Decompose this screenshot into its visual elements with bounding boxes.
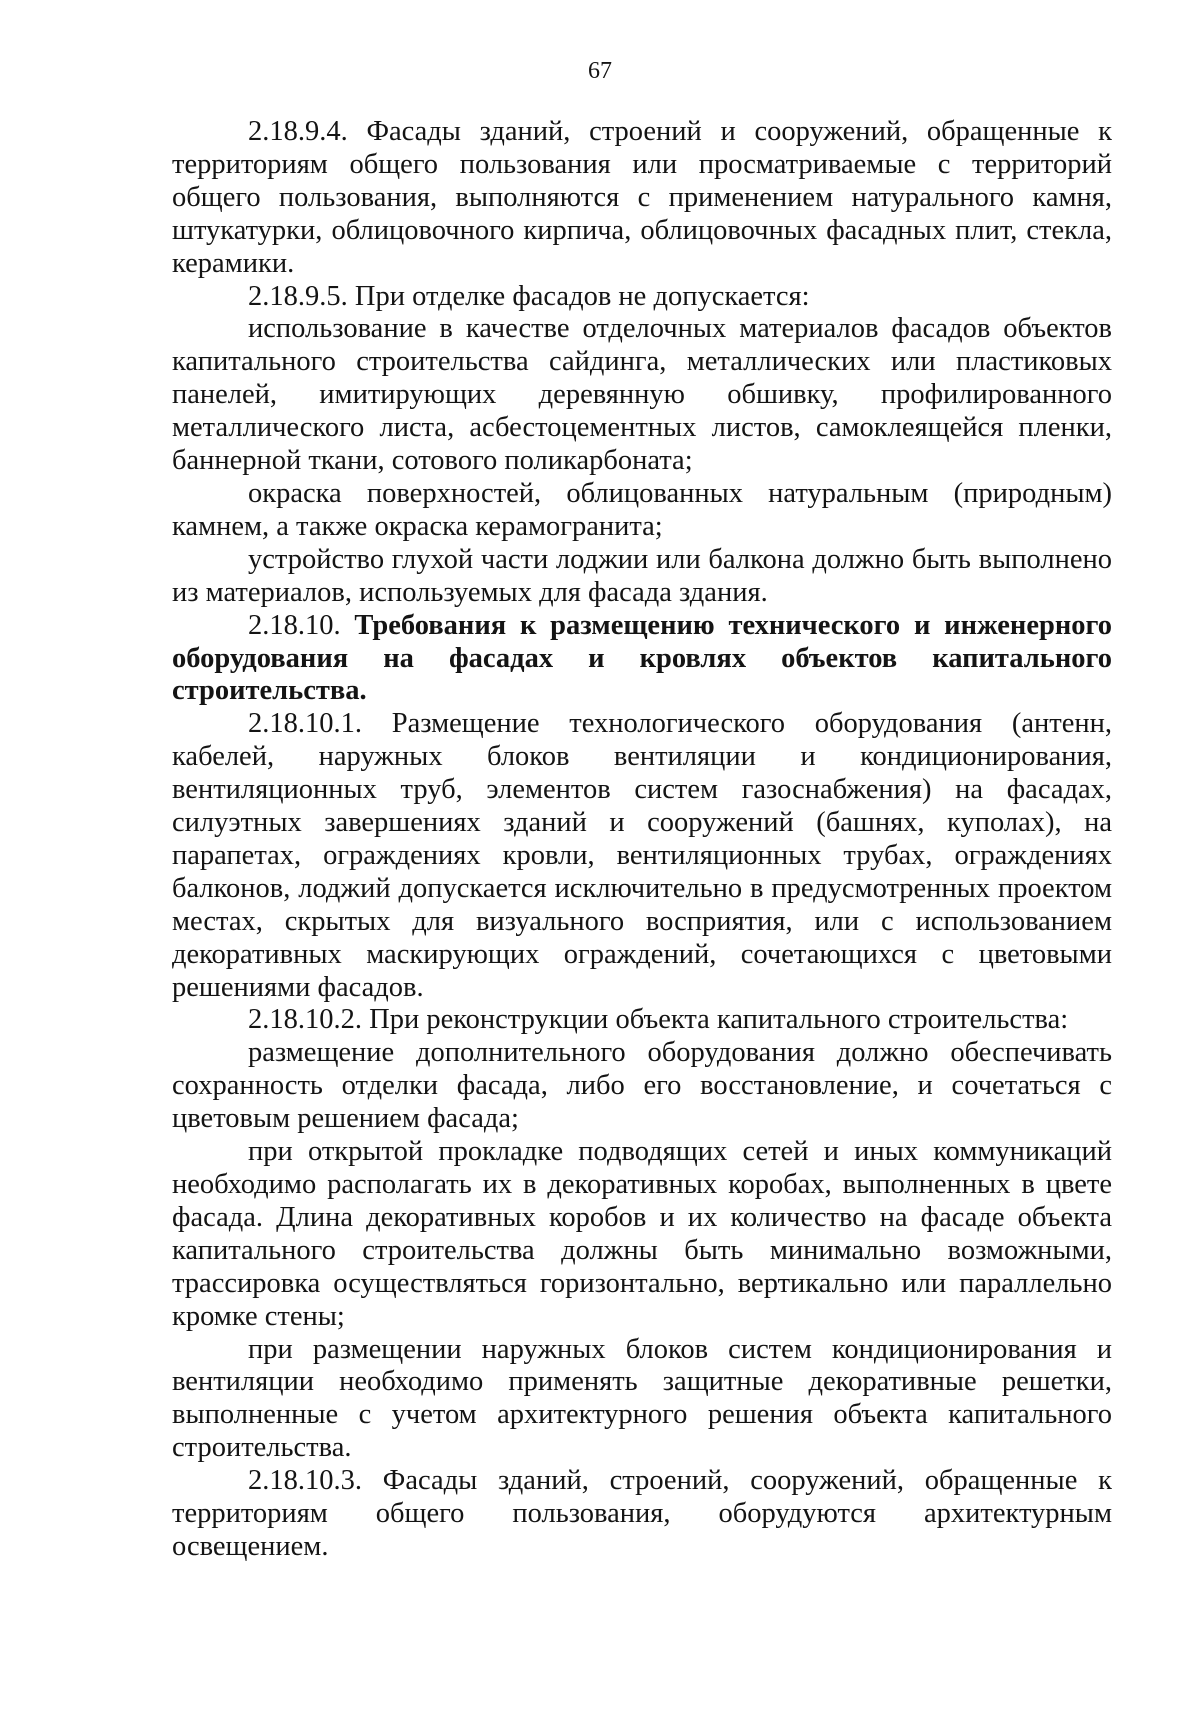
- list-item-open-networks: при открытой прокладке подводящих сетей и иных коммуникаций необходимо располагать их в декоративных коробах, выполненных в цвете фасада. Длина декоративных коробов и их количество на фасаде объекта капитального строительства должны быть минимально возможными, трассировка осуществляться горизонтально, вертикально или параллельно кромке стены;: [172, 1136, 1112, 1332]
- list-item-stone-painting: окраска поверхностей, облицованных натуральным (природным) камнем, а также окраска керамогранита;: [172, 477, 1112, 542]
- section-number: 2.18.10.: [248, 609, 341, 641]
- document-body: [172, 116, 1112, 1564]
- section-title: Требования к размещению технического и инженерного оборудования на фасадах и кровлях объектов капитального строительства.: [172, 609, 1113, 707]
- section-heading-2-18-10: [172, 610, 1112, 709]
- paragraph-2-18-10-2: 2.18.10.2. При реконструкции объекта капитального строительства:: [248, 1004, 1069, 1036]
- page-number: 67: [588, 58, 612, 84]
- paragraph-2-18-9-4: 2.18.9.4. Фасады зданий, строений и сооружений, обращенные к территориям общего пользования или просматриваемые с территорий общего пользования, выполняются с применением натурального камня, штукатурки, облицовочного кирпича, облицовочных фасадных плит, стекла, керамики.: [172, 116, 1112, 279]
- paragraph-2-18-10-1: 2.18.10.1. Размещение технологического оборудования (антенн, кабелей, наружных блоков вентиляции и кондиционирования, вентиляционных труб, элементов систем газоснабжения) на фасадах, силуэтных завершениях зданий и сооружений (башнях, куполах), на парапетах, ограждениях кровли, вентиляционных трубах, ограждениях балконов, лоджий допускается исключительно в предусмотренных проектом местах, скрытых для визуального восприятия, или с использованием декоративных маскирующих ограждений, сочетающихся с цветовыми решениями фасадов.: [172, 708, 1112, 1003]
- paragraph-2-18-9-5: 2.18.9.5. При отделке фасадов не допускается:: [248, 280, 810, 312]
- list-item-additional-equipment: размещение дополнительного оборудования должно обеспечивать сохранность отделки фасада, либо его восстановление, и сочетаться с цветовым решением фасада;: [172, 1037, 1112, 1135]
- list-item-siding-prohibition: использование в качестве отделочных материалов фасадов объектов капитального строительства сайдинга, металлических или пластиковых панелей, имитирующих деревянную обшивку, профилированного металлического листа, асбестоцементных листов, самоклеящейся пленки, баннерной ткани, сотового поликарбоната;: [172, 313, 1112, 477]
- paragraph-2-18-10-3: 2.18.10.3. Фасады зданий, строений, сооружений, обращенные к территориям общего пользования, оборудуются архитектурным освещением.: [172, 1465, 1112, 1562]
- list-item-outdoor-units: при размещении наружных блоков систем кондиционирования и вентиляции необходимо применять защитные декоративные решетки, выполненные с учетом архитектурного решения объекта капитального строительства.: [172, 1333, 1112, 1464]
- list-item-loggia-balcony: устройство глухой части лоджии или балкона должно быть выполнено из материалов, используемых для фасада здания.: [172, 543, 1112, 608]
